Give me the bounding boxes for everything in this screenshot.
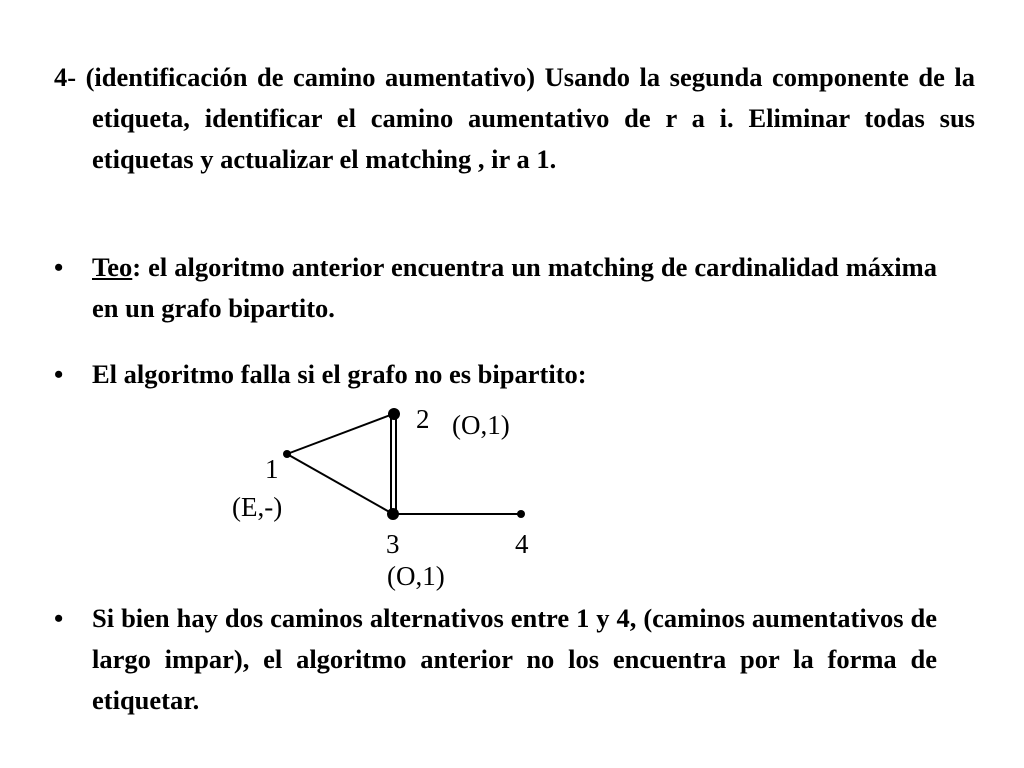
- node-2: [388, 408, 400, 420]
- node-1: [283, 450, 291, 458]
- step-4-text: 4- (identificación de camino aumentativo) Usando la segunda componente de la etiqueta, identificar el camino aumentativo de r a i. Eliminar todas sus etiquetas y actualizar el matching , ir a 1.: [54, 62, 975, 174]
- node-2-label: 2: [416, 404, 430, 434]
- node-3-tag: (O,1): [387, 561, 445, 591]
- edge-1-2: [287, 414, 393, 454]
- node-2-tag: (O,1): [452, 410, 510, 440]
- edge-1-3: [287, 454, 393, 514]
- node-4-label: 4: [515, 529, 529, 559]
- node-3-label: 3: [386, 529, 400, 559]
- bullet-marker: •: [54, 359, 64, 389]
- node-1-label: 1: [265, 454, 279, 484]
- bullet-marker: •: [54, 603, 64, 633]
- node-1-tag: (E,-): [232, 492, 283, 522]
- node-3: [387, 508, 399, 520]
- bullet-alternatives: [54, 598, 937, 721]
- theorem-label: Teo: [92, 252, 133, 282]
- node-4: [517, 510, 525, 518]
- fails-text: El algoritmo falla si el grafo no es bipartito:: [92, 359, 587, 389]
- alternatives-text: Si bien hay dos caminos alternativos entre 1 y 4, (caminos aumentativos de largo impar), el algoritmo anterior no los encuentra por la forma de etiquetar.: [92, 603, 937, 715]
- theorem-text: : el algoritmo anterior encuentra un matching de cardinalidad máxima en un grafo bipartito.: [92, 252, 937, 323]
- bullet-marker: •: [54, 252, 64, 282]
